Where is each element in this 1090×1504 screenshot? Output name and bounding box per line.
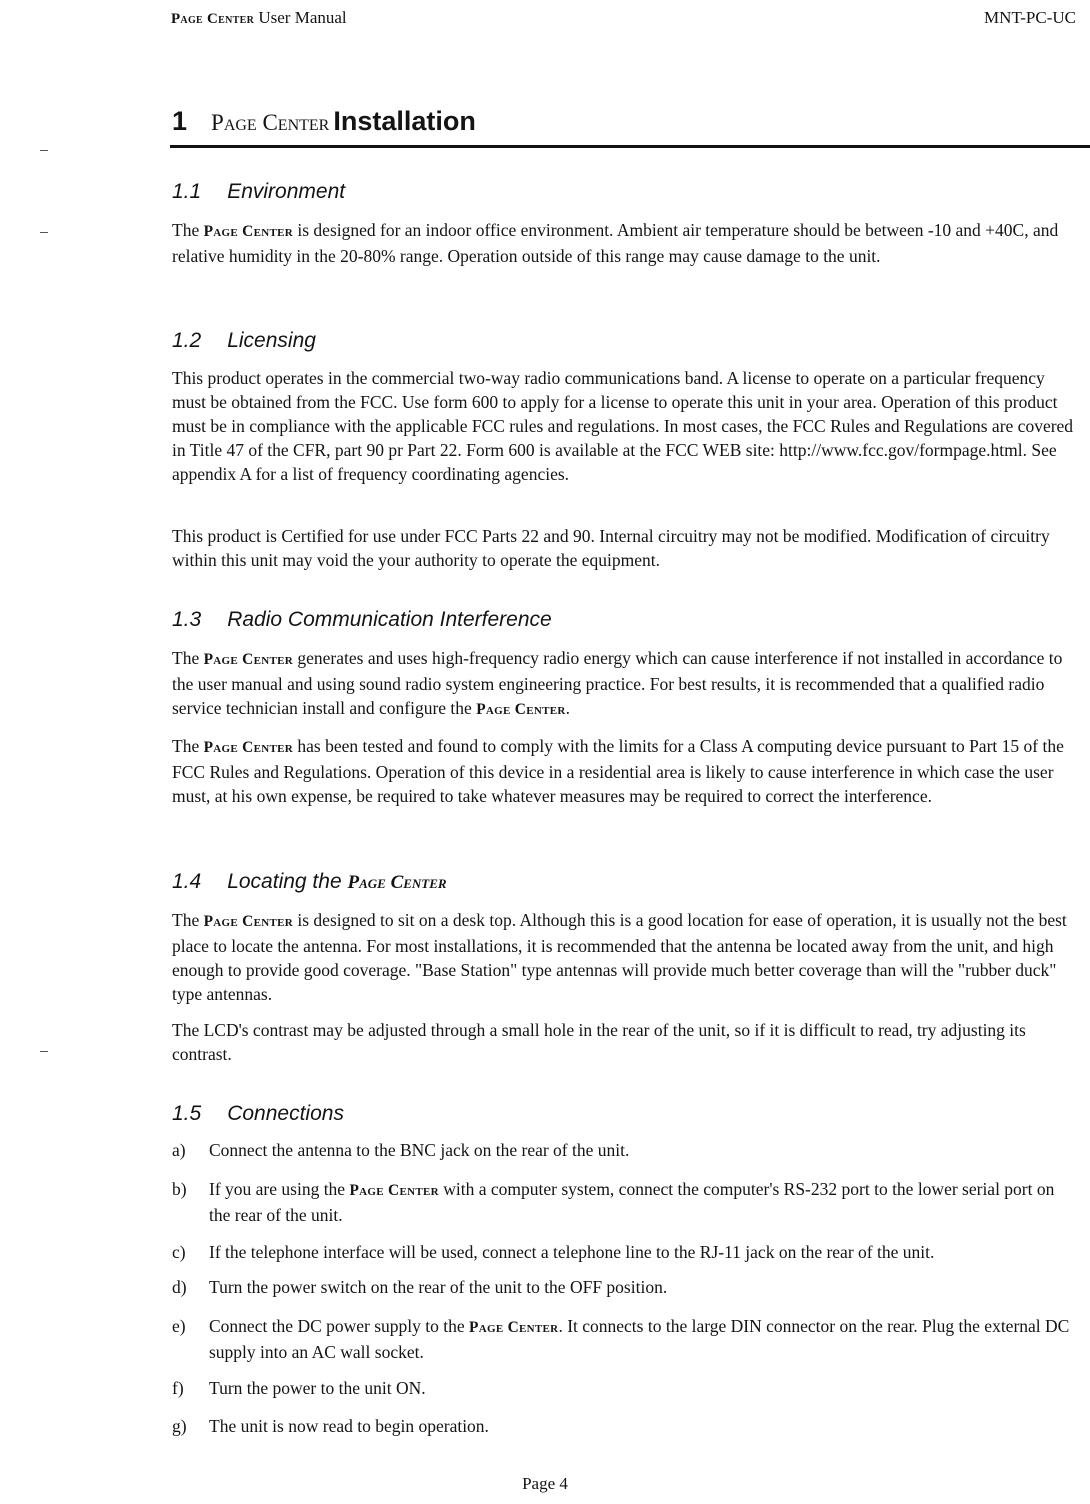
margin-mark [40,232,48,233]
running-header-right: MNT-PC-UC [984,8,1076,27]
paragraph-certification: This product is Certified for use under FCC Parts 22 and 90. Internal circuitry may not be modified. Modification of circuitry within this unit may void the your authority to operate the equipment. [172,526,1050,570]
list-item-text: The unit is now read to begin operation. [209,1416,489,1436]
chapter-rule [170,145,1090,148]
header-brand: Page Center [171,11,255,27]
section-heading-locating [172,870,447,894]
section-heading-licensing [172,329,316,353]
list-item-text: Turn the power to the unit ON. [209,1378,426,1398]
section-heading-interference [172,608,552,632]
section-heading-connections [172,1102,344,1126]
section-title: Radio Communication Interference [227,608,552,631]
running-header-left [171,8,347,28]
section-number: 1.4 [172,870,202,893]
brand-name: Page Center [347,872,447,893]
section-number: 1.5 [172,1102,202,1125]
chapter-brand: Page Center [211,110,330,135]
list-item-label: e) [172,1316,186,1336]
section-number: 1.1 [172,180,202,203]
list-item-label: b) [172,1179,187,1199]
page-number: Page 4 [522,1474,568,1493]
section-title: Licensing [227,329,316,352]
list-item-text: If the telephone interface will be used, connect a telephone line to the RJ-11 jack on the rear of the unit. [209,1242,935,1262]
section-number: 1.3 [172,608,202,631]
list-item-text: Turn the power switch on the rear of the unit to the OFF position. [209,1277,668,1297]
list-item-label: a) [172,1140,186,1160]
brand-name: Page Center [476,701,566,718]
list-item-label: c) [172,1242,186,1262]
brand-name: Page Center [469,1319,559,1336]
section-title: Locating the [227,870,342,893]
brand-name: Page Center [203,739,293,756]
list-item-label: f) [172,1378,184,1398]
brand-name: Page Center [203,651,293,668]
list-item-label: d) [172,1277,187,1297]
paragraph-locating: The Page Center is designed to sit on a desk top. Although this is a good location for ease of operation, it is usually not the best place to locate the antenna. For most installations, it is recommended that the antenna be located away from the unit, and high enough to provide good coverage. "Base Station" type antennas will provide much better coverage than will the "rubber duck" type antennas. [172,910,1067,1004]
margin-mark [40,150,48,151]
paragraph-licensing: This product operates in the commercial two-way radio communications band. A license to operate on a particular frequency must be obtained from the FCC. Use form 600 to apply for a license to operate this unit in your area. Operation of this product must be in compliance with the applicable FCC rules and regulations. In most cases, the FCC Rules and Regulations are covered in Title 47 of the CFR, part 90 pr Part 22. Form 600 is available at the FCC WEB site: http://www.fcc.gov/formpage.html. See appendix A for a list of frequency coordinating agencies. [172,368,1074,484]
paragraph-lcd-contrast: The LCD's contrast may be adjusted through a small hole in the rear of the unit, so if it is difficult to read, try adjusting its contrast. [172,1020,1026,1064]
paragraph-interference: The Page Center generates and uses high-frequency radio energy which can cause interference if not installed in accordance to the user manual and using sound radio system engineering practice. For best results, it is recommended that a qualified radio service technician install and configure the Page Center. [172,648,1063,718]
chapter-number: 1 [172,106,188,136]
chapter-heading [172,106,476,137]
section-title: Connections [227,1102,344,1125]
section-title: Environment [227,180,346,203]
list-item-text: Connect the antenna to the BNC jack on the rear of the unit. [209,1140,630,1160]
section-heading-environment [172,180,345,204]
list-item-label: g) [172,1416,187,1436]
list-item-text: If you are using the Page Center with a computer system, connect the computer's RS-232 port to the lower serial port on the rear of the unit. [209,1179,1055,1225]
brand-name: Page Center [203,913,293,930]
brand-name: Page Center [349,1182,439,1199]
chapter-title: Installation [333,106,476,136]
list-item-text: Connect the DC power supply to the Page Center. It connects to the large DIN connector on the rear. Plug the external DC supply into an AC wall socket. [209,1316,1070,1362]
paragraph-environment: The Page Center is designed for an indoor office environment. Ambient air temperature should be between -10 and +40C, and relative humidity in the 20-80% range. Operation outside of this range may cause damage to the unit. [172,220,1059,266]
header-title: User Manual [258,8,347,27]
paragraph-class-a: The Page Center has been tested and found to comply with the limits for a Class A computing device pursuant to Part 15 of the FCC Rules and Regulations. Operation of this device in a residential area is likely to cause interference in which case the user must, at his own expense, be required to take whatever measures may be required to correct the interference. [172,736,1064,806]
section-number: 1.2 [172,329,202,352]
brand-name: Page Center [203,223,293,240]
margin-mark [40,1051,48,1052]
